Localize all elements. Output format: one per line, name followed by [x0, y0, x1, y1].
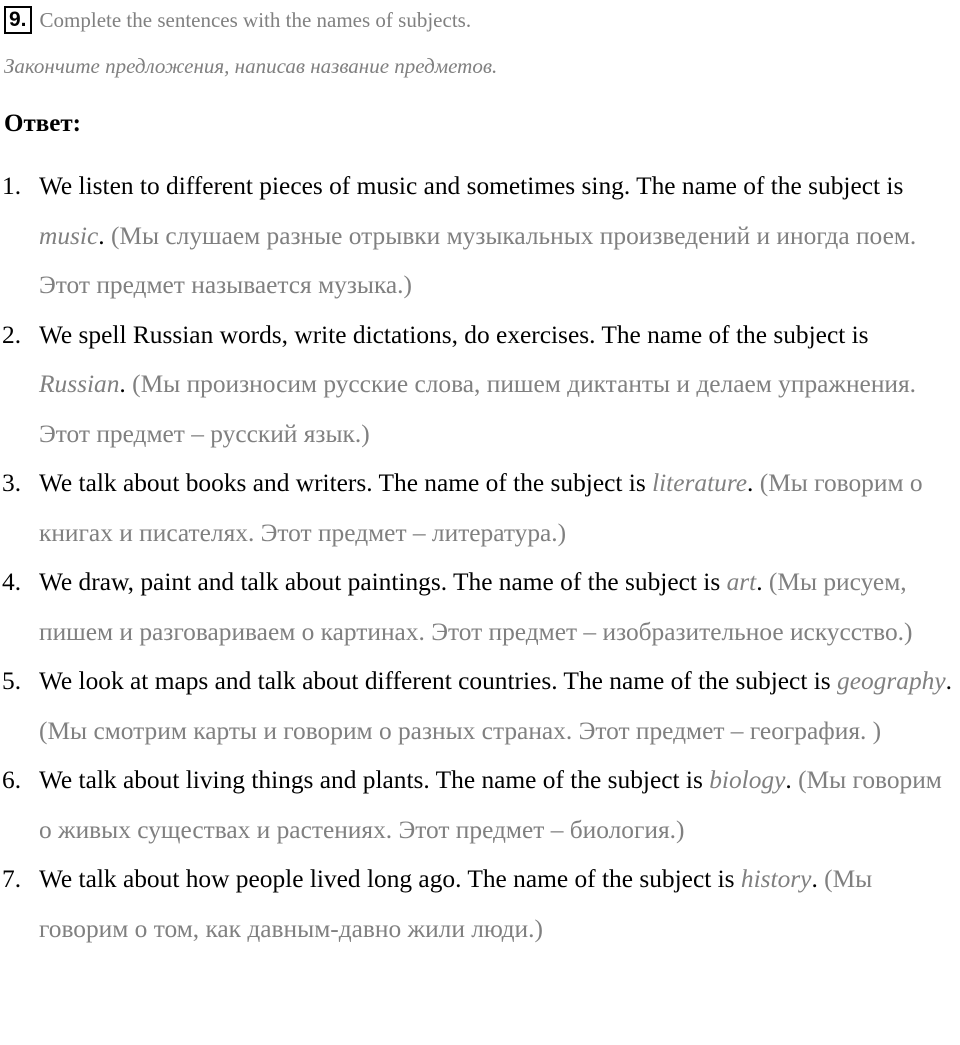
item-english-after: . — [119, 370, 133, 398]
item-number: 2. — [2, 320, 22, 349]
instruction-russian: Закончите предложения, написав название предметов. — [4, 54, 498, 78]
item-answer: geography — [837, 667, 946, 695]
item-number: 6. — [2, 766, 22, 794]
answer-list — [0, 162, 960, 954]
item-english-after: . — [747, 469, 760, 497]
item-english-before: We spell Russian words, write dictations, do exercises. The name of the subject is — [39, 320, 869, 349]
item-answer: Russian — [39, 370, 120, 398]
item-answer: literature — [652, 469, 748, 497]
item-number: 7. — [2, 865, 22, 893]
item-english-after: . — [811, 865, 825, 893]
answer-item-3 — [0, 459, 960, 558]
item-translation: (Мы смотрим карты и говорим о разных странах. Этот предмет – география. ) — [39, 716, 882, 745]
exercise-number: 9. — [4, 6, 32, 34]
answer-item-6 — [0, 756, 960, 855]
answer-item-2 — [0, 311, 960, 460]
item-answer: biology — [709, 766, 786, 794]
answer-item-5 — [0, 657, 960, 756]
item-english-before: We talk about how people lived long ago. The name of the subject is — [39, 865, 741, 893]
item-number: 3. — [2, 469, 22, 497]
item-translation: (Мы слушаем разные отрывки музыкальных произведений и иногда поем. Этот предмет называется музыка.) — [39, 221, 917, 299]
item-translation: (Мы говорим о том, как давным-давно жили люди.) — [39, 865, 873, 943]
item-english-before: We talk about living things and plants. The name of the subject is — [39, 766, 710, 794]
item-english-after: . — [98, 221, 111, 250]
item-number: 1. — [2, 172, 22, 200]
item-translation: (Мы говорим о живых существах и растениях. Этот предмет – биология.) — [39, 766, 942, 844]
item-translation: (Мы говорим о книгах и писателях. Этот предмет – литература.) — [39, 469, 923, 547]
exercise-header — [4, 5, 471, 35]
item-answer: history — [740, 865, 812, 893]
item-english-before: We draw, paint and talk about paintings. The name of the subject is — [39, 568, 727, 596]
answer-item-7 — [0, 855, 960, 954]
item-translation: (Мы рисуем, пишем и разговариваем о картинах. Этот предмет – изобразительное искусство.) — [39, 568, 913, 646]
item-translation: (Мы произносим русские слова, пишем диктанты и делаем упражнения. Этот предмет – русский язык.) — [39, 370, 917, 448]
item-number: 5. — [2, 667, 22, 695]
item-english-before: We listen to different pieces of music and sometimes sing. The name of the subject is — [39, 172, 904, 200]
item-answer: art — [726, 568, 757, 596]
item-number: 4. — [2, 568, 22, 596]
answer-item-1 — [0, 162, 960, 311]
item-english-after: . — [756, 568, 769, 596]
item-english-after: . — [945, 667, 952, 695]
item-english-before: We talk about books and writers. The name of the subject is — [39, 469, 653, 497]
item-english-after: . — [785, 766, 799, 794]
answer-label: Ответ: — [4, 110, 81, 137]
answer-item-4 — [0, 558, 960, 657]
item-english-before: We look at maps and talk about different countries. The name of the subject is — [39, 667, 838, 695]
item-answer: music — [39, 221, 99, 250]
instruction-english: Complete the sentences with the names of subjects. — [39, 7, 472, 32]
